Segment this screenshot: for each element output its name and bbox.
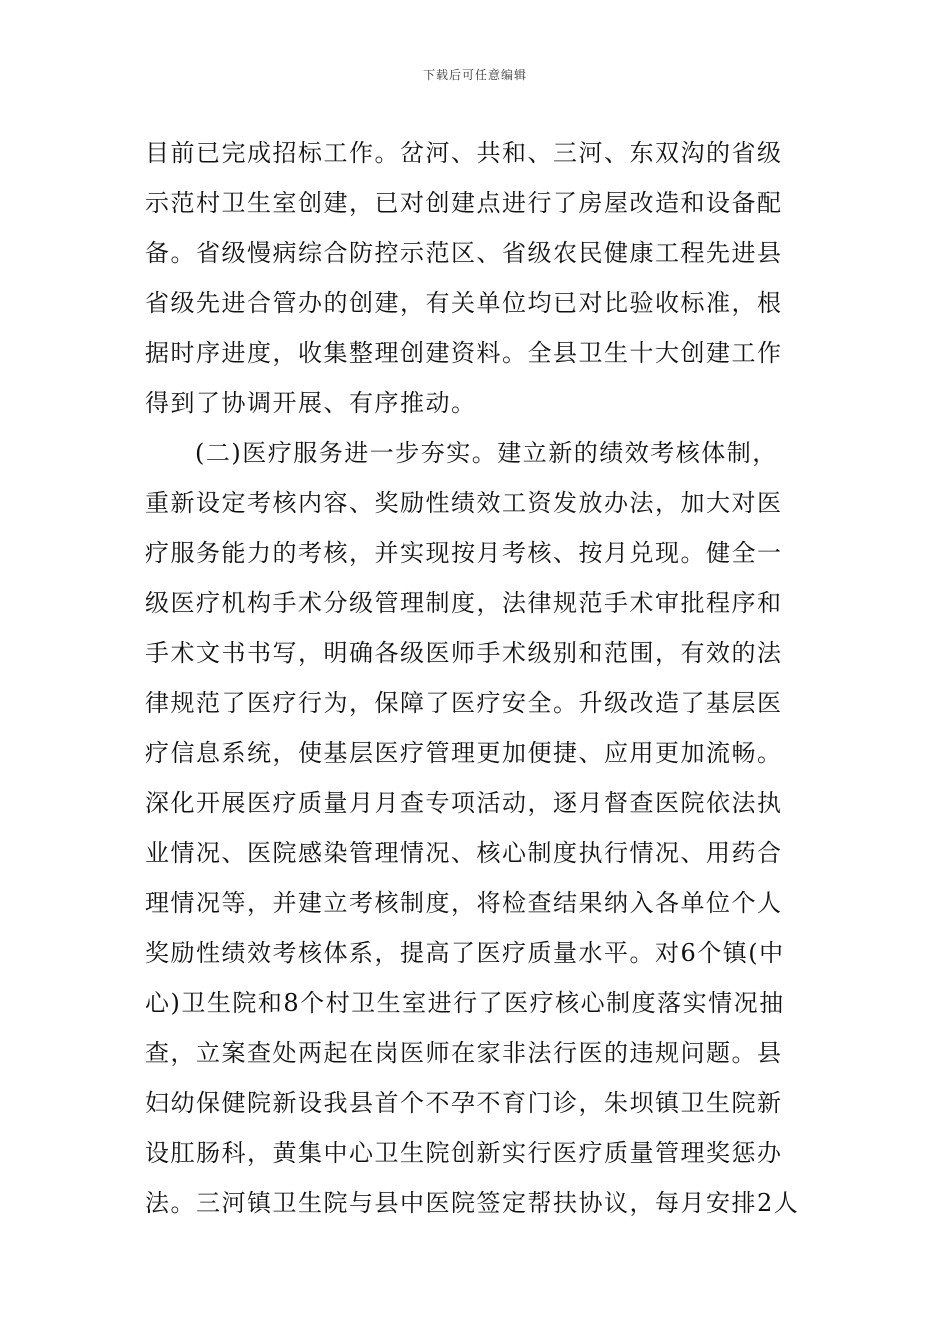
text-line: 设肛肠科，黄集中心卫生院创新实行医疗质量管理奖惩办 [145, 1139, 783, 1167]
page-header-note: 下载后可任意编辑 [422, 68, 527, 82]
text-line: 法。三河镇卫生院与县中医院签定帮扶协议，每月安排2人 [145, 1189, 800, 1217]
text-line: 深化开展医疗质量月月查专项活动，逐月督查医院依法执 [145, 789, 783, 817]
text-line: 得到了协调开展、有序推动。 [145, 389, 477, 417]
text-line: 心)卫生院和8个村卫生室进行了医疗核心制度落实情况抽 [145, 989, 785, 1017]
text-line: 查，立案查处两起在岗医师在家非法行医的违规问题。县 [145, 1039, 783, 1067]
text-line: 疗信息系统，使基层医疗管理更加便捷、应用更加流畅。 [145, 739, 783, 767]
text-line: 目前已完成招标工作。岔河、共和、三河、东双沟的省级 [145, 139, 783, 167]
text-line: 疗服务能力的考核，并实现按月考核、按月兑现。健全一 [145, 539, 783, 567]
text-line: 级医疗机构手术分级管理制度，法律规范手术审批程序和 [145, 589, 783, 617]
document-body [145, 128, 815, 1228]
text-line: 业情况、医院感染管理情况、核心制度执行情况、用药合 [145, 839, 783, 867]
text-line: 律规范了医疗行为，保障了医疗安全。升级改造了基层医 [145, 689, 783, 717]
text-line: 备。省级慢病综合防控示范区、省级农民健康工程先进县 [145, 239, 783, 267]
text-line: 重新设定考核内容、奖励性绩效工资发放办法，加大对医 [145, 489, 783, 517]
text-line: 理情况等，并建立考核制度，将检查结果纳入各单位个人 [145, 889, 783, 917]
text-line: 示范村卫生室创建，已对创建点进行了房屋改造和设备配 [145, 189, 783, 217]
text-line: 据时序进度，收集整理创建资料。全县卫生十大创建工作 [145, 339, 783, 367]
text-line: 妇幼保健院新设我县首个不孕不育门诊，朱坝镇卫生院新 [145, 1089, 783, 1117]
text-line: 省级先进合管办的创建，有关单位均已对比验收标准，根 [145, 289, 783, 317]
text-line: 手术文书书写，明确各级医师手术级别和范围，有效的法 [145, 639, 783, 667]
text-line: 奖励性绩效考核体系，提高了医疗质量水平。对6个镇(中 [145, 939, 785, 967]
section-heading-line: (二)医疗服务进一步夯实。建立新的绩效考核体制， [195, 439, 778, 467]
